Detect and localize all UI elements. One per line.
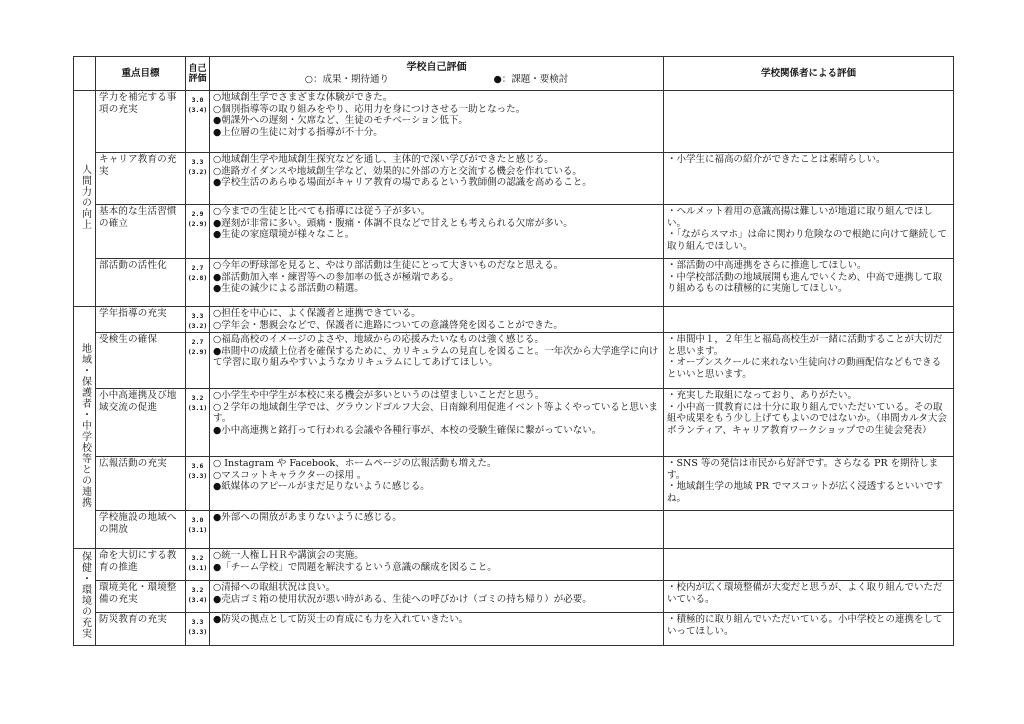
self-eval-cell bbox=[210, 307, 664, 333]
category-cell bbox=[74, 91, 96, 307]
self-eval-line: ○今までの生徒と比べても指導には従う子が多い。 bbox=[213, 206, 431, 217]
external-eval-cell bbox=[664, 613, 954, 646]
focus-goal-cell: 学力を補完する事項の充実 bbox=[96, 91, 186, 153]
external-eval-line: ・SNS 等の発信は市民から好評です。さらなる PR を期待します。 bbox=[667, 458, 939, 481]
external-eval-cell bbox=[664, 333, 954, 389]
self-eval-line: ●部活動加入率・練習等への参加率の低さが極端である。 bbox=[213, 271, 459, 283]
self-eval-cell bbox=[210, 613, 664, 646]
external-eval-cell bbox=[664, 205, 954, 259]
self-eval-line: ○学年会・懇親会などで、保護者に進路についての意識啓発を図ることができた。 bbox=[213, 319, 563, 331]
external-eval-line: ・小学生に福高の紹介ができたことは素晴らしい。 bbox=[667, 154, 886, 165]
self-eval-cell bbox=[210, 581, 664, 613]
self-eval-cell bbox=[210, 153, 664, 205]
self-eval-line: ○今年の野球部を見ると、やはり部活動は生徒にとって大きいものだなと思える。 bbox=[213, 260, 564, 271]
self-score-cell bbox=[186, 549, 210, 581]
score-value: 3.2 bbox=[191, 394, 204, 403]
self-score-cell bbox=[186, 153, 210, 205]
external-eval-cell bbox=[664, 581, 954, 613]
score-previous: (3.1) bbox=[187, 404, 208, 413]
score-value: 3.2 bbox=[191, 554, 204, 563]
external-eval-cell bbox=[664, 549, 954, 581]
self-eval-line: ○清掃への取組状況は良い。 bbox=[213, 582, 336, 594]
self-eval-line: ○進路ガイダンスや地域創生学など、効果的に外部の方と交流する機会を作れている。 bbox=[213, 165, 582, 177]
score-previous: (3.4) bbox=[187, 106, 208, 114]
score-value: 3.3 bbox=[191, 158, 204, 166]
score-value: 2.7 bbox=[191, 264, 204, 272]
self-score-cell bbox=[186, 389, 210, 457]
self-score-cell bbox=[186, 205, 210, 259]
self-score-cell bbox=[186, 613, 210, 646]
score-previous: (3.1) bbox=[187, 564, 208, 573]
self-eval-line: ●売店ゴミ箱の使用状況が悪い時がある、生徒への呼びかけ（ゴミの持ち帰り）が必要。 bbox=[213, 593, 592, 605]
focus-goal-cell: 命を大切にする教育の推進 bbox=[96, 549, 186, 581]
score-previous: (2.9) bbox=[187, 220, 208, 228]
header-self-score: 自己評価 bbox=[186, 57, 210, 91]
self-score-cell bbox=[186, 307, 210, 333]
score-previous: (3.4) bbox=[187, 596, 208, 605]
external-eval-line: ・串間中１，２年生と福島高校生が一緒に活動することが大切だと思います。 bbox=[667, 334, 943, 357]
score-value: 3.0 bbox=[191, 96, 204, 104]
table-row bbox=[74, 581, 954, 613]
external-eval-line: ・積極的に取り組んでいただいている。小中学校との連携をしていってほしい。 bbox=[667, 614, 943, 637]
header-row bbox=[74, 57, 954, 91]
header-category bbox=[74, 57, 96, 91]
focus-goal-cell: 防災教育の充実 bbox=[96, 613, 186, 646]
external-eval-cell bbox=[664, 389, 954, 457]
self-eval-cell bbox=[210, 511, 664, 549]
evaluation-table bbox=[73, 56, 954, 646]
header-focus-goal: 重点目標 bbox=[96, 57, 186, 91]
table-row bbox=[74, 333, 954, 389]
score-value: 3.3 bbox=[191, 312, 204, 320]
self-eval-line: ●串間中の成績上位者を確保するために、カリキュラムの見直しを図ること。一年次から大学進学に向けて学習に取り組みやすいようなカリキュラムにしてあげてほしい。 bbox=[213, 345, 659, 369]
self-eval-cell bbox=[210, 333, 664, 389]
category-label: 保健・環境の充実 bbox=[79, 551, 91, 640]
external-eval-line: ・ヘルメット着用の意識高揚は難しいが地道に取り組んでほしい。 bbox=[667, 206, 933, 229]
score-value: 2.9 bbox=[191, 210, 204, 218]
self-eval-line: ●防災の拠点として防災士の育成にも力を入れていきたい。 bbox=[213, 614, 469, 626]
score-previous: (2.9) bbox=[187, 348, 208, 357]
focus-goal-cell: 基本的な生活習慣の確立 bbox=[96, 205, 186, 259]
self-eval-title: 学校自己評価 bbox=[406, 61, 467, 73]
self-eval-legend: ○：成果・期待通り ●：課題・要検討 bbox=[304, 73, 569, 85]
table-row bbox=[74, 613, 954, 646]
score-value: 3.0 bbox=[191, 516, 204, 525]
self-eval-line: ○地域創生学や地域創生探究などを通し、主体的で深い学びができたと感じる。 bbox=[213, 154, 554, 165]
self-eval-line: ●朝課外への遅刻・欠席など、生徒のモチベーション低下。 bbox=[213, 115, 468, 127]
score-value: 3.3 bbox=[191, 618, 204, 627]
external-eval-cell bbox=[664, 91, 954, 153]
self-eval-line: ●学校生活のあらゆる場面がキャリア教育の場であるという教師側の認識を高めること。 bbox=[213, 177, 592, 189]
self-eval-line: ○担任を中心に、よく保護者と連携できている。 bbox=[213, 308, 421, 319]
table-row bbox=[74, 511, 954, 549]
score-value: 2.7 bbox=[191, 338, 204, 347]
external-eval-line: ・小中高一貫教育には十分に取り組んでいただいている。その取組や成果をもう少し上げてもよいのではないか。（串間カルタ大会ボランティア、キャリア教育ワークショップでの生徒会発表） bbox=[667, 401, 947, 436]
self-eval-line: ●紙媒体のアピールがまだ足りないように感じる。 bbox=[213, 481, 430, 493]
external-eval-line: ・部活動の中高連携をさらに推進してほしい。 bbox=[667, 260, 867, 271]
external-eval-line: ・中学校部活動の地域展開も進んでいくため、中高で連携して取り組めるものは積極的に実施してほしい。 bbox=[667, 271, 943, 295]
self-eval-cell bbox=[210, 205, 664, 259]
table-row bbox=[74, 307, 954, 333]
self-eval-line: ●外部への開放があまりないように感じる。 bbox=[213, 512, 402, 524]
self-score-cell bbox=[186, 333, 210, 389]
self-score-cell bbox=[186, 511, 210, 549]
self-eval-line: ○福島高校のイメージのよさや、地域からの応援みたいなものは強く感じる。 bbox=[213, 334, 544, 346]
table-row bbox=[74, 457, 954, 511]
self-score-cell bbox=[186, 457, 210, 511]
self-eval-line: ●「チーム学校」で問題を解決するという意識の醸成を図ること。 bbox=[213, 561, 497, 573]
self-eval-cell bbox=[210, 549, 664, 581]
focus-goal-cell: 部活動の活性化 bbox=[96, 259, 186, 307]
focus-goal-cell: 受検生の確保 bbox=[96, 333, 186, 389]
self-eval-line: ○ Instagram や Facebook、ホームページの広報活動も増えた。 bbox=[213, 458, 497, 470]
self-eval-line: ○マスコットキャラクターの採用 。 bbox=[213, 469, 367, 481]
score-previous: (3.3) bbox=[187, 472, 208, 481]
table-row bbox=[74, 91, 954, 153]
table-row bbox=[74, 153, 954, 205]
focus-goal-cell: 学校施設の地域への開放 bbox=[96, 511, 186, 549]
self-eval-line: ●小中高連携と銘打って行われる会議や各種行事が、本校の受験生確保に繋がっていない。 bbox=[213, 424, 602, 436]
table-row bbox=[74, 205, 954, 259]
category-label: 人間力の向上 bbox=[79, 163, 91, 230]
self-eval-line: ●遅刻が非常に多い。頭痛・腹痛・体調不良などで甘えとも考えられる欠席が多い。 bbox=[213, 217, 573, 229]
external-eval-line: ・オープンスクールに来れない生徒向けの動画配信などもできるといいと思います。 bbox=[667, 357, 942, 380]
score-value: 3.6 bbox=[191, 462, 204, 471]
category-cell bbox=[74, 307, 96, 549]
score-previous: (3.3) bbox=[187, 628, 208, 637]
external-eval-line: ・充実した取組になっており、ありがたい。 bbox=[667, 390, 858, 402]
header-self-eval bbox=[210, 57, 664, 91]
external-eval-line: ・地域創生学の地域 PR でマスコットが広く浸透するといいですね。 bbox=[667, 481, 943, 504]
self-eval-line: ○２学年の地域創生学では、グラウンドゴルフ大会、日南線利用促進イベント等よくやっていると思います。 bbox=[213, 401, 658, 425]
self-eval-line: ●生徒の家庭環境が様々なこと。 bbox=[213, 229, 355, 241]
self-eval-line: ○小学生や中学生が本校に来る機会が多いというのは望ましいことだと思う。 bbox=[213, 390, 545, 402]
table-row bbox=[74, 389, 954, 457]
focus-goal-cell: 学年指導の充実 bbox=[96, 307, 186, 333]
self-score-cell bbox=[186, 259, 210, 307]
focus-goal-cell: 小中高連携及び地域交流の促進 bbox=[96, 389, 186, 457]
self-eval-cell bbox=[210, 389, 664, 457]
focus-goal-cell: 環境美化・環境整備の充実 bbox=[96, 581, 186, 613]
score-previous: (2.8) bbox=[187, 274, 208, 282]
self-eval-line: ○個別指導等の取り組みをやり、応用力を身につけさせる一助となった。 bbox=[213, 103, 526, 115]
external-eval-line: ・「ながらスマホ」は命に関わり危険なので根絶に向けて継続して取り組んでほしい。 bbox=[667, 229, 948, 252]
score-previous: (3.2) bbox=[187, 168, 208, 176]
self-score-cell bbox=[186, 581, 210, 613]
header-external-eval: 学校関係者による評価 bbox=[664, 57, 954, 91]
external-eval-cell bbox=[664, 259, 954, 307]
score-previous: (3.1) bbox=[187, 526, 208, 535]
external-eval-cell bbox=[664, 457, 954, 511]
table-row bbox=[74, 259, 954, 307]
self-eval-cell bbox=[210, 259, 664, 307]
self-eval-cell bbox=[210, 457, 664, 511]
external-eval-line: ・校内が広く環境整備が大変だと思うが、よく取り組んでいただいている。 bbox=[667, 582, 943, 605]
table-body bbox=[74, 91, 954, 646]
self-eval-cell bbox=[210, 91, 664, 153]
external-eval-cell bbox=[664, 511, 954, 549]
focus-goal-cell: 広報活動の充実 bbox=[96, 457, 186, 511]
external-eval-cell bbox=[664, 153, 954, 205]
self-score-cell bbox=[186, 91, 210, 153]
category-label: 地域・保護者・中学校等との連携 bbox=[79, 343, 91, 509]
external-eval-cell bbox=[664, 307, 954, 333]
score-previous: (3.2) bbox=[187, 322, 208, 330]
self-eval-line: ●上位層の生徒に対する指導が不十分。 bbox=[213, 126, 383, 138]
category-cell bbox=[74, 549, 96, 646]
self-eval-line: ○地域創生学でさまざまな体験ができた。 bbox=[213, 92, 393, 103]
focus-goal-cell: キャリア教育の充実 bbox=[96, 153, 186, 205]
table-row bbox=[74, 549, 954, 581]
score-value: 3.2 bbox=[191, 586, 204, 595]
self-eval-line: ○統一人権ＬＨＲや講演会の実施。 bbox=[213, 550, 364, 562]
self-eval-line: ●生徒の減少による部活動の精選。 bbox=[213, 283, 364, 295]
